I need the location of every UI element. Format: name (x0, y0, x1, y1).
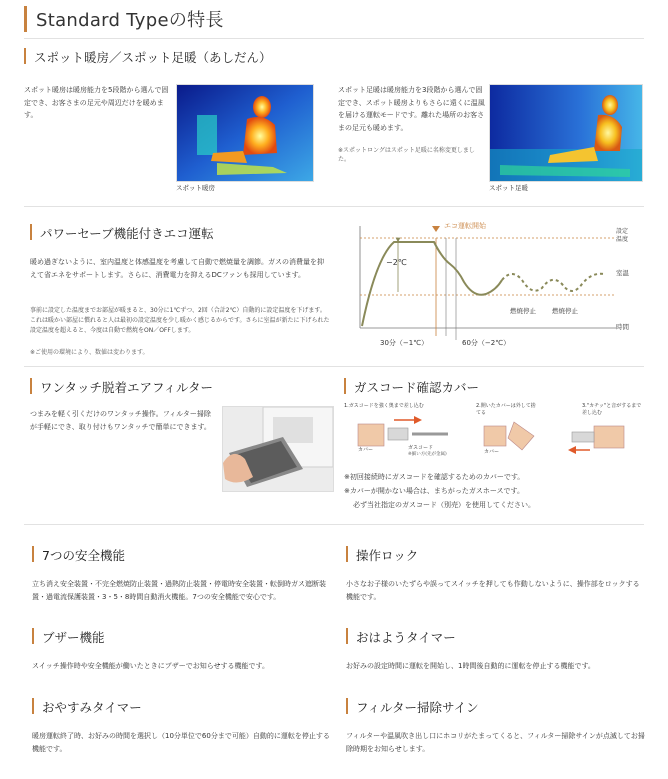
section-heading-spot: スポット暖房／スポット足暖（あしだん） (34, 50, 272, 65)
section-heading-filter: ワンタッチ脱着エアフィルター (40, 380, 214, 395)
graph-t30-label: 30分（−1℃） (380, 339, 429, 347)
eco-text: 暖め過ぎないように、室内温度と体感温度を考慮して自動で燃焼量を調節。ガスの消費量を抑えて省エネをサポートします。さらに、消費電力を抑えるDCファンも採用しています。 (30, 258, 324, 279)
section-accent (346, 628, 348, 644)
graph-minus2-label: −2℃ (386, 258, 407, 267)
section-accent (346, 698, 348, 714)
section-accent (346, 546, 348, 562)
room-temp-curve-oscillating (502, 274, 604, 291)
title-divider (24, 38, 644, 39)
graph-time-label: 時間 (616, 323, 629, 331)
caption-spot-heating: スポット暖房 (176, 184, 215, 192)
gas-step3: 3."カチッ"と音がするまで差し込む (582, 403, 642, 416)
section-accent (30, 378, 32, 394)
feature-heading-safety: 7つの安全機能 (42, 548, 125, 563)
eco-graph (346, 218, 646, 352)
section-accent (30, 224, 32, 240)
feature-heading-morning-timer: おはようタイマー (356, 630, 456, 645)
feature-text-safety: 立ち消え安全装置・不完全燃焼防止装置・過熱防止装置・停電時安全装置・転倒時ガス遮断装置・過電流保護装置・3・5・8時間自動消火機能。7つの安全機能で安心です。 (32, 580, 326, 601)
gas-note-2: ※カバーが開かない場合は、まちがったガスホースです。 (344, 487, 524, 495)
graph-t60-label: 60分（−2℃） (462, 339, 511, 347)
divider (24, 366, 644, 367)
eco-note: ※ご使用の環境により、数値は変わります。 (30, 349, 149, 356)
spot-right-note: ※スポットロングはスポット足暖に名称変更しました。 (338, 147, 475, 163)
feature-text-morning-timer: お好みの設定時間に運転を開始し、1時間後自動的に運転を停止する機能です。 (346, 662, 595, 670)
gas-step2: 2.開いたカバーは外して捨てる (476, 403, 536, 416)
feature-text-lock: 小さなお子様のいたずらや誤ってスイッチを押しても作動しないように、操作部をロックする機能です。 (346, 580, 640, 601)
section-accent (32, 698, 34, 714)
gas-step1: 1.ガスコードを強く奥まで差し込む (344, 403, 424, 409)
page-title: Standard Typeの特長 (36, 10, 224, 31)
eco-detail: 事前に設定した温度までお部屋が暖まると、30分に1℃ずつ、2回（合計2℃）自動的に設定温度を下げます。これは暖かい部屋に慣れると人は最初の設定温度を少し暖かく感じるからです。さらに室温が新たに下げられた設定温度を超えると、今度は自動で燃焼をON／OFFします。 (30, 307, 330, 334)
section-accent (344, 378, 346, 394)
section-heading-gas: ガスコード確認カバー (354, 380, 480, 395)
feature-text-sleep-timer: 暖房運転終了時、お好みの時間を選択し（10分単位で60分まで可能）自動的に運転を停止する機能です。 (32, 732, 330, 753)
filter-text: つまみを軽く引くだけのワンタッチ操作。フィルター掃除が手軽にでき、取り付けもワンタッチで簡単にできます。 (30, 410, 211, 431)
gas-notes (344, 470, 644, 512)
gas-note-3: 必ず当社指定のガスコード（別売）を使用してください。 (353, 501, 535, 509)
filter-photo (222, 406, 334, 492)
graph-set-temp-label: 設定 温度 (616, 228, 629, 243)
gas-note-1: ※初回接続時にガスコードを確認するためのカバーです。 (344, 473, 525, 481)
graph-stop1-label: 燃焼停止 (510, 307, 536, 315)
title-accent (24, 6, 27, 32)
start-marker-icon (432, 226, 440, 232)
feature-heading-sleep-timer: おやすみタイマー (42, 700, 142, 715)
thermal-image-spot-foot (489, 84, 643, 182)
section-accent (32, 546, 34, 562)
graph-stop2-label: 燃焼停止 (552, 307, 578, 315)
gas-cover-label: カバー (358, 447, 374, 453)
graph-start-label: エコ運転開始 (444, 222, 486, 230)
feature-heading-buzzer: ブザー機能 (42, 630, 105, 645)
gas-cord-label: ガスコード (408, 445, 434, 451)
spot-left-text: スポット暖房は暖房能力を5段階から選んで固定でき、お客さまの足元や周辺だけを暖めます。 (24, 86, 169, 119)
feature-text-buzzer: スイッチ操作時や安全機能が働いたときにブザーでお知らせする機能です。 (32, 662, 269, 670)
section-accent (24, 48, 26, 64)
spot-right-text: スポット足暖は暖房能力を3段階から選んで固定でき、スポット暖房よりもさらに遠くに温風を届ける運転モードです。離れた場所のお客さまの足元も暖めます。 (338, 86, 485, 132)
feature-heading-lock: 操作ロック (356, 548, 419, 563)
thermal-image-spot-heating (176, 84, 314, 182)
section-accent (32, 628, 34, 644)
feature-heading-filter-sign: フィルター掃除サイン (356, 700, 479, 715)
gas-cover-label-2: カバー (484, 449, 500, 455)
gas-illustration (344, 414, 644, 464)
divider (24, 206, 644, 207)
caption-spot-foot: スポット足暖 (489, 184, 528, 192)
divider (24, 524, 644, 525)
graph-room-label: 室温 (616, 269, 629, 277)
section-heading-eco: パワーセーブ機能付きエコ運転 (40, 226, 214, 241)
feature-text-filter-sign: フィルターや温風吹き出し口にホコリがたまってくると、フィルター掃除サインが点滅してお掃除時期をお知らせします。 (346, 732, 645, 753)
gas-cord-sub-label: ※細い方(先が金属) (408, 452, 447, 457)
room-temp-curve (362, 242, 502, 326)
